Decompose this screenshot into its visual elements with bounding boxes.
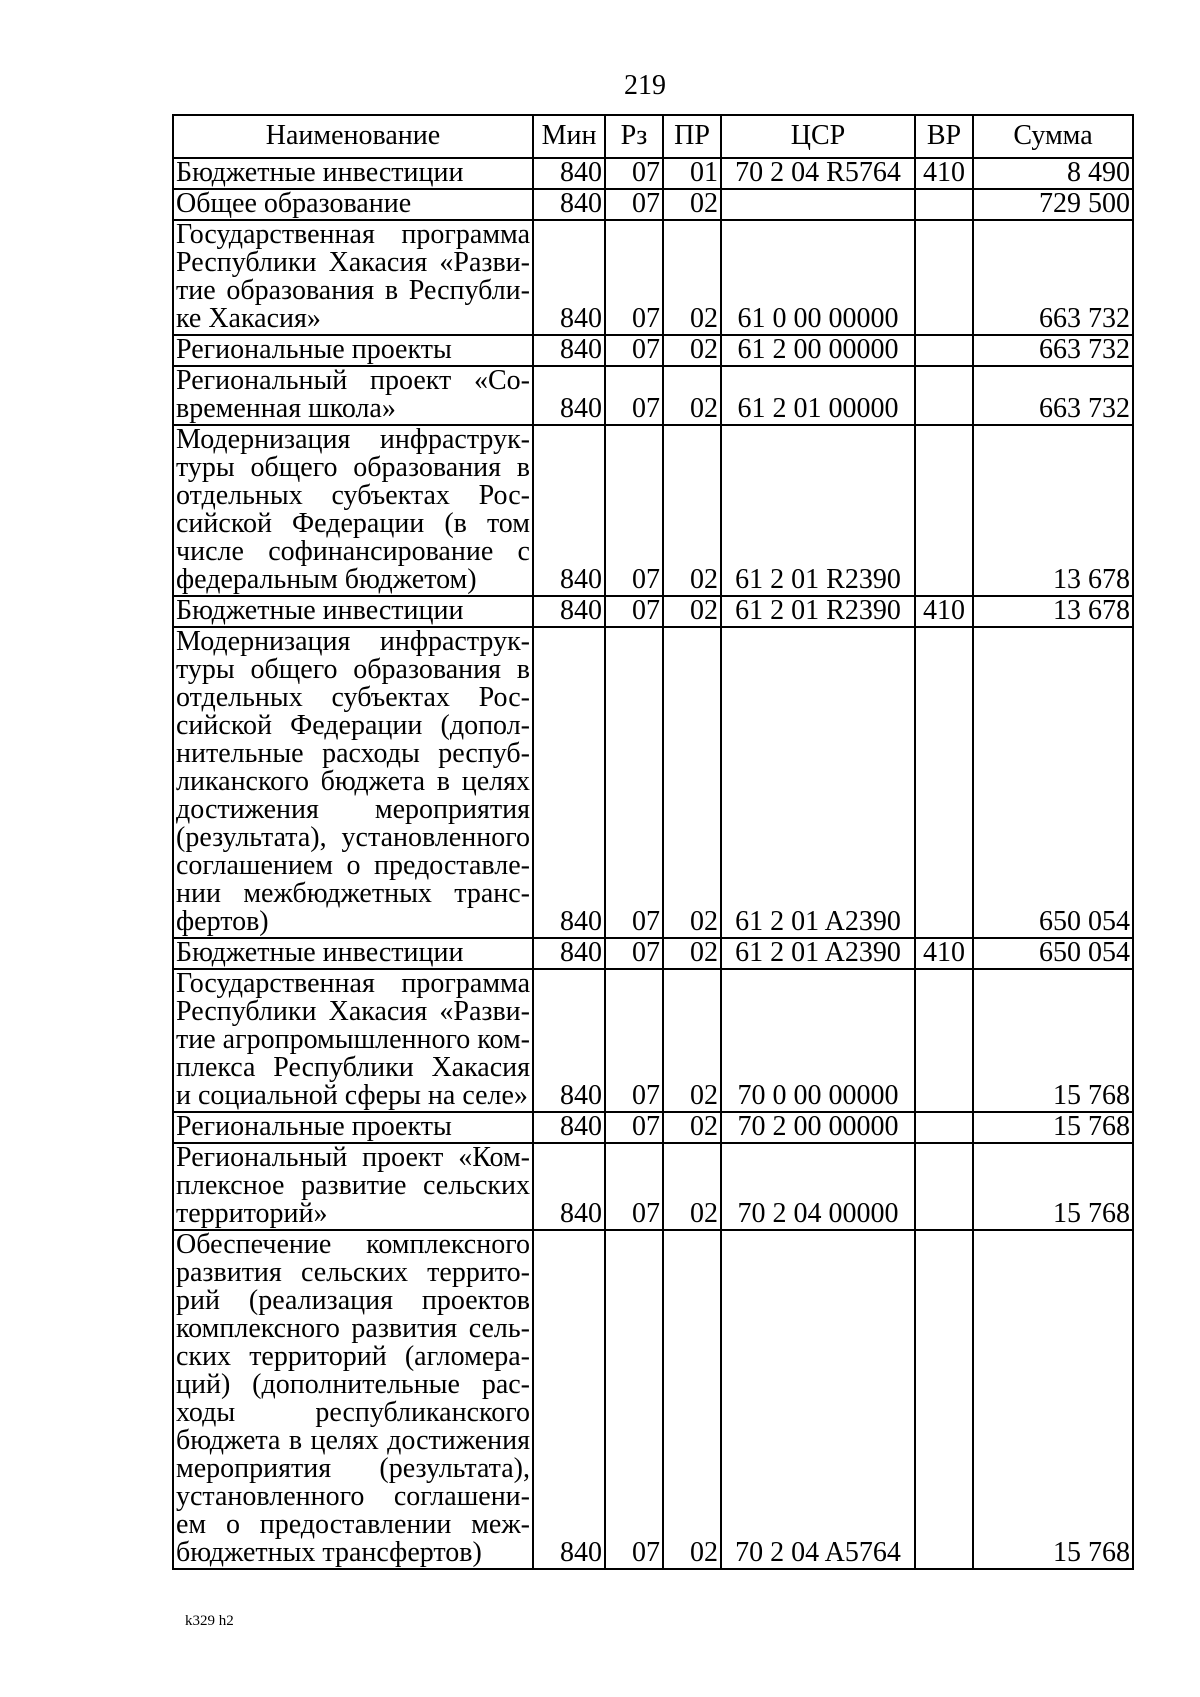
table-row bbox=[173, 1143, 1133, 1230]
row-sum: 15 768 bbox=[973, 969, 1133, 1112]
row-min: 840 bbox=[533, 627, 605, 938]
row-pr: 02 bbox=[663, 220, 721, 335]
row-sum: 663 732 bbox=[973, 220, 1133, 335]
row-csr: 61 0 00 00000 bbox=[721, 220, 915, 335]
table-row bbox=[173, 1112, 1133, 1143]
row-name: Бюджетные инвестиции bbox=[173, 158, 533, 189]
row-min: 840 bbox=[533, 158, 605, 189]
row-rz: 07 bbox=[605, 969, 663, 1112]
row-name: Обеспечение комплексного развития сельских террито-рий (реализация проектов комплексного развития сель-ских территорий (агломера-ций) (дополнительные рас-ходы республиканского бюджета в целях достижения мероприятия (результата), установленного соглашени-ем о предоставлении меж-бюджетных трансфертов) bbox=[173, 1230, 533, 1569]
row-vr bbox=[915, 220, 973, 335]
row-pr: 02 bbox=[663, 969, 721, 1112]
row-pr: 02 bbox=[663, 627, 721, 938]
col-header-sum: Сумма bbox=[973, 115, 1133, 158]
row-vr bbox=[915, 1230, 973, 1569]
row-csr: 61 2 01 R2390 bbox=[721, 596, 915, 627]
row-min: 840 bbox=[533, 335, 605, 366]
row-vr: 410 bbox=[915, 596, 973, 627]
row-min: 840 bbox=[533, 425, 605, 596]
row-csr: 70 2 04 A5764 bbox=[721, 1230, 915, 1569]
row-csr: 70 0 00 00000 bbox=[721, 969, 915, 1112]
row-pr: 02 bbox=[663, 1112, 721, 1143]
row-pr: 01 bbox=[663, 158, 721, 189]
row-vr bbox=[915, 1112, 973, 1143]
table-row bbox=[173, 220, 1133, 335]
row-sum: 15 768 bbox=[973, 1230, 1133, 1569]
row-vr bbox=[915, 425, 973, 596]
col-header-pr: ПР bbox=[663, 115, 721, 158]
table-row bbox=[173, 938, 1133, 969]
row-pr: 02 bbox=[663, 596, 721, 627]
row-rz: 07 bbox=[605, 158, 663, 189]
row-rz: 07 bbox=[605, 220, 663, 335]
row-min: 840 bbox=[533, 1112, 605, 1143]
row-pr: 02 bbox=[663, 425, 721, 596]
table-row bbox=[173, 627, 1133, 938]
table-row bbox=[173, 1230, 1133, 1569]
row-sum: 663 732 bbox=[973, 366, 1133, 425]
col-header-name: Наименование bbox=[173, 115, 533, 158]
row-name: Региональные проекты bbox=[173, 335, 533, 366]
row-name: Бюджетные инвестиции bbox=[173, 596, 533, 627]
row-sum: 650 054 bbox=[973, 627, 1133, 938]
row-name: Общее образование bbox=[173, 189, 533, 220]
row-pr: 02 bbox=[663, 1143, 721, 1230]
col-header-csr: ЦСР bbox=[721, 115, 915, 158]
row-rz: 07 bbox=[605, 627, 663, 938]
row-sum: 663 732 bbox=[973, 335, 1133, 366]
row-name: Государственная программа Республики Хакасия «Разви-тие образования в Республи-ке Хакасия» bbox=[173, 220, 533, 335]
row-rz: 07 bbox=[605, 425, 663, 596]
col-header-rz: Рз bbox=[605, 115, 663, 158]
row-csr: 70 2 00 00000 bbox=[721, 1112, 915, 1143]
page-number: 219 bbox=[624, 70, 666, 101]
row-sum: 13 678 bbox=[973, 425, 1133, 596]
row-rz: 07 bbox=[605, 189, 663, 220]
table-header-row bbox=[173, 115, 1133, 158]
table-row bbox=[173, 158, 1133, 189]
row-pr: 02 bbox=[663, 1230, 721, 1569]
row-rz: 07 bbox=[605, 1230, 663, 1569]
row-min: 840 bbox=[533, 366, 605, 425]
row-pr: 02 bbox=[663, 335, 721, 366]
row-sum: 15 768 bbox=[973, 1112, 1133, 1143]
table-row bbox=[173, 189, 1133, 220]
row-csr: 61 2 00 00000 bbox=[721, 335, 915, 366]
row-min: 840 bbox=[533, 1230, 605, 1569]
row-min: 840 bbox=[533, 220, 605, 335]
table-row bbox=[173, 335, 1133, 366]
row-name: Региональный проект «Со-временная школа» bbox=[173, 366, 533, 425]
row-vr bbox=[915, 627, 973, 938]
row-vr bbox=[915, 366, 973, 425]
row-vr bbox=[915, 969, 973, 1112]
row-sum: 729 500 bbox=[973, 189, 1133, 220]
row-name: Модернизация инфраструк-туры общего образования в отдельных субъектах Рос-сийской Федерации (в том числе софинансирование с федеральным бюджетом) bbox=[173, 425, 533, 596]
budget-table bbox=[172, 114, 1134, 1570]
table-row bbox=[173, 425, 1133, 596]
row-min: 840 bbox=[533, 938, 605, 969]
row-vr bbox=[915, 1143, 973, 1230]
row-sum: 15 768 bbox=[973, 1143, 1133, 1230]
row-sum: 650 054 bbox=[973, 938, 1133, 969]
row-vr: 410 bbox=[915, 938, 973, 969]
row-min: 840 bbox=[533, 189, 605, 220]
row-sum: 13 678 bbox=[973, 596, 1133, 627]
row-csr: 61 2 01 A2390 bbox=[721, 627, 915, 938]
row-min: 840 bbox=[533, 1143, 605, 1230]
row-min: 840 bbox=[533, 596, 605, 627]
table-row bbox=[173, 366, 1133, 425]
row-vr bbox=[915, 335, 973, 366]
table-row bbox=[173, 596, 1133, 627]
row-rz: 07 bbox=[605, 938, 663, 969]
table-row bbox=[173, 969, 1133, 1112]
row-vr: 410 bbox=[915, 158, 973, 189]
row-rz: 07 bbox=[605, 1143, 663, 1230]
row-vr bbox=[915, 189, 973, 220]
row-rz: 07 bbox=[605, 335, 663, 366]
col-header-min: Мин bbox=[533, 115, 605, 158]
row-rz: 07 bbox=[605, 1112, 663, 1143]
row-rz: 07 bbox=[605, 596, 663, 627]
row-name: Государственная программа Республики Хакасия «Разви-тие агропромышленного ком-плекса Республики Хакасия и социальной сферы на селе» bbox=[173, 969, 533, 1112]
row-csr: 70 2 04 00000 bbox=[721, 1143, 915, 1230]
row-csr bbox=[721, 189, 915, 220]
row-rz: 07 bbox=[605, 366, 663, 425]
col-header-vr: ВР bbox=[915, 115, 973, 158]
row-csr: 61 2 01 A2390 bbox=[721, 938, 915, 969]
row-name: Бюджетные инвестиции bbox=[173, 938, 533, 969]
table-body bbox=[173, 158, 1133, 1569]
row-csr: 61 2 01 00000 bbox=[721, 366, 915, 425]
row-name: Региональный проект «Ком-плексное развитие сельских территорий» bbox=[173, 1143, 533, 1230]
row-csr: 61 2 01 R2390 bbox=[721, 425, 915, 596]
row-name: Региональные проекты bbox=[173, 1112, 533, 1143]
row-sum: 8 490 bbox=[973, 158, 1133, 189]
row-pr: 02 bbox=[663, 938, 721, 969]
row-name: Модернизация инфраструк-туры общего образования в отдельных субъектах Рос-сийской Федерации (допол-нительные расходы респуб-ликанского бюджета в целях достижения мероприятия (результата), установленного соглашением о предоставле-нии межбюджетных транс-фертов) bbox=[173, 627, 533, 938]
row-min: 840 bbox=[533, 969, 605, 1112]
row-pr: 02 bbox=[663, 189, 721, 220]
document-code: k329 h2 bbox=[185, 1613, 234, 1629]
row-csr: 70 2 04 R5764 bbox=[721, 158, 915, 189]
row-pr: 02 bbox=[663, 366, 721, 425]
